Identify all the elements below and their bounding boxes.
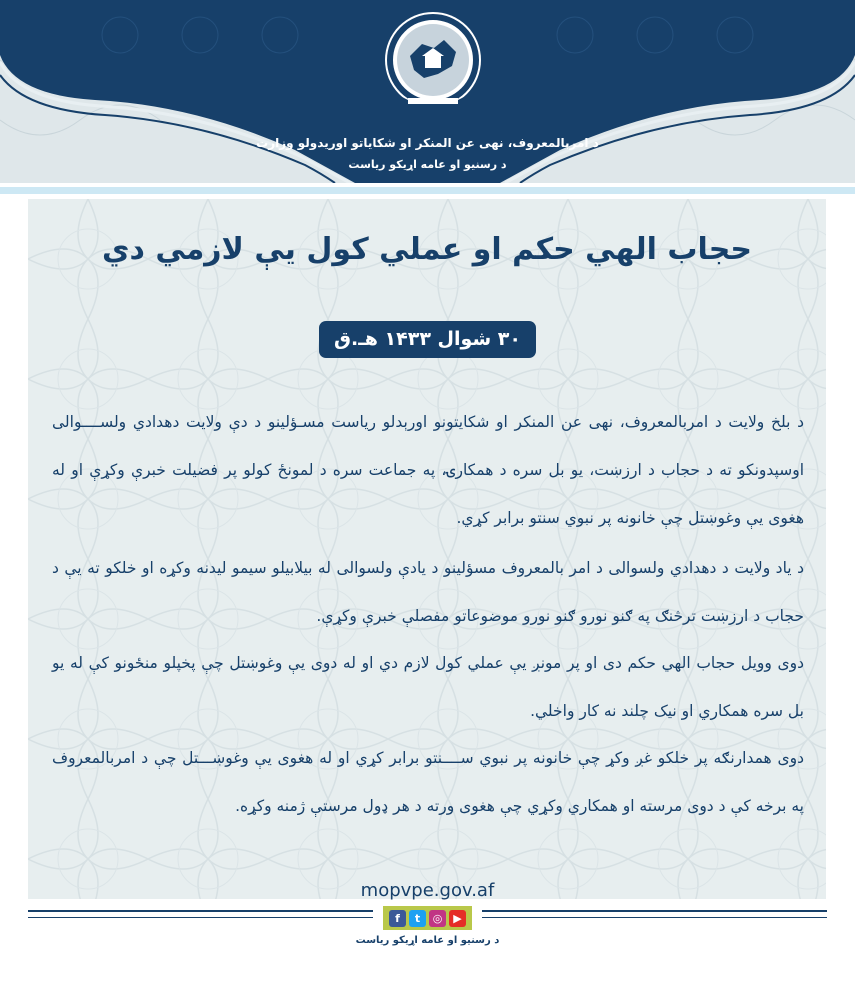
ministry-seal-icon (378, 8, 488, 118)
youtube-icon[interactable]: ▶ (449, 910, 466, 927)
paragraph-3: دوی وویل حجاب الهي حکم دی او پر مونږ یې عملي کول لازم دي او له دوی یې وغوښتل چې پخپلو منځونو کې له یو بل سره همکاري او نیک چلند نه کار واخلي. (52, 654, 804, 720)
paragraph-1: د بلخ ولایت د امربالمعروف، نهی عن المنکر او شکایتونو اورېدلو ریاست مسـؤلینو د دې ولایت دهدادي ولســــوالی اوسپدونکو ته د حجاب د ارزښت، یو بل سره د همکارۍ، په جماعت سره د لمونځ کولو پر فضیلت خبرې وکړې او له هغوی یې وغوښتل چې خانونه پر نبوي سنتو برابر کړي. (52, 413, 804, 527)
department-name: د رسنیو او عامه اړیکو ریاست (348, 158, 507, 171)
header-divider (0, 186, 855, 194)
paragraph-2: د یاد ولایت د دهدادي ولسوالی د امر بالمعروف مسؤلینو د یادې ولسوالی له بیلابیلو سیمو لیدنه وکړه او خلکو ته یې د حجاب د ارزښت ترڅنګ په ګنو نورو ګنو نورو موضوعاتو مفصلې خبرې وکړې. (52, 559, 804, 625)
social-links (383, 906, 472, 930)
footer-rule-right-thin (482, 917, 827, 918)
instagram-icon[interactable]: ◎ (429, 910, 446, 927)
footer-rule-left (28, 910, 373, 912)
website-link[interactable]: mopvpe.gov.af (360, 880, 495, 901)
article-title: حجاب الهي حکم او عملي کول يې لازمي دي (102, 232, 752, 267)
header (0, 0, 855, 183)
paragraph-4: دوی همدارنګه پر خلکو غږ وکړ چې خانونه پر نبوي ســــنتو برابر کړي او له هغوی یې وغوښـــتل چې د امربالمعروف په برخه کې د دوی مرسته او همکاري وکړي چې هغوی ورته د هر ډول مرستې ژمنه وکړه. (52, 749, 804, 815)
twitter-icon[interactable]: t (409, 910, 426, 927)
footer-rule-right (482, 910, 827, 912)
facebook-icon[interactable]: f (389, 910, 406, 927)
footer-department: د رسنیو او عامه اړیکو ریاست (355, 935, 500, 946)
date-badge: ۳۰ شوال ۱۴۳۳ هـ.ق (319, 321, 536, 358)
ministry-name: د امربالمعروف، نهی عن المنکر او شکایاتو اوریدولو وزارت (256, 136, 599, 150)
footer-rule-left-thin (28, 917, 373, 918)
